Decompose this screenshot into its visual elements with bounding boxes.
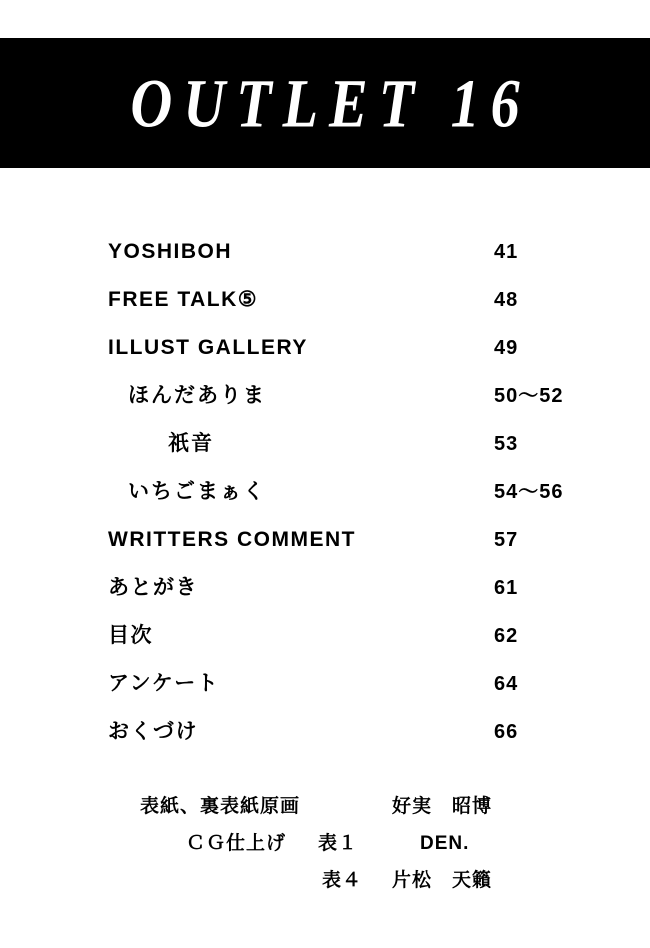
toc-entry-page: 50～52 (494, 385, 564, 407)
credit-line-cg-back (0, 862, 650, 899)
toc-entry-label: ほんだありま (128, 384, 266, 407)
table-row (0, 708, 650, 756)
credits-block (0, 788, 650, 899)
toc-entry-label: いちごまぁく (128, 480, 266, 503)
credit-name: DEN. (420, 833, 470, 854)
toc-entry-page: 64 (494, 673, 519, 695)
credit-label: 表４ (322, 870, 363, 891)
toc-entry-page: 48 (494, 289, 519, 311)
table-row (0, 324, 650, 372)
table-row (0, 516, 650, 564)
toc-entry-label: おくづけ (108, 720, 198, 743)
toc-entry-label: YOSHIBOH (108, 240, 233, 263)
title-banner (0, 38, 650, 168)
credit-label: 表１ (318, 833, 359, 854)
credit-role: ＣＧ仕上げ (186, 833, 287, 854)
credit-line-cover-art (0, 788, 650, 825)
toc-entry-page: 49 (494, 337, 519, 359)
table-row (0, 372, 650, 420)
table-row (0, 420, 650, 468)
toc-entry-page: 61 (494, 577, 519, 599)
credit-name: 好実 昭博 (392, 796, 493, 817)
toc-entry-label: FREE TALK⑤ (108, 288, 259, 311)
toc-entry-page: 54～56 (494, 481, 564, 503)
toc-entry-label: WRITTERS COMMENT (108, 528, 356, 551)
table-row (0, 228, 650, 276)
table-row (0, 468, 650, 516)
toc-entry-page: 41 (494, 241, 519, 263)
table-row (0, 660, 650, 708)
table-row (0, 564, 650, 612)
table-row (0, 276, 650, 324)
toc-entry-label: 目次 (108, 624, 153, 647)
credit-line-cg-front (0, 825, 650, 862)
toc-entry-label: アンケート (108, 672, 220, 695)
credit-role: 表紙、裏表紙原画 (140, 796, 301, 817)
table-row (0, 612, 650, 660)
toc-entry-page: 57 (494, 529, 519, 551)
toc-entry-label: 祇音 (168, 432, 214, 455)
credit-name: 片松 天籟 (392, 870, 493, 891)
toc-entry-label: あとがき (108, 576, 198, 599)
toc-entry-label: ILLUST GALLERY (108, 336, 308, 359)
toc-entry-page: 62 (494, 625, 519, 647)
page-title: OUTLET 16 (130, 64, 531, 142)
table-of-contents (0, 228, 650, 756)
toc-entry-page: 53 (494, 433, 519, 455)
toc-entry-page: 66 (494, 721, 519, 743)
